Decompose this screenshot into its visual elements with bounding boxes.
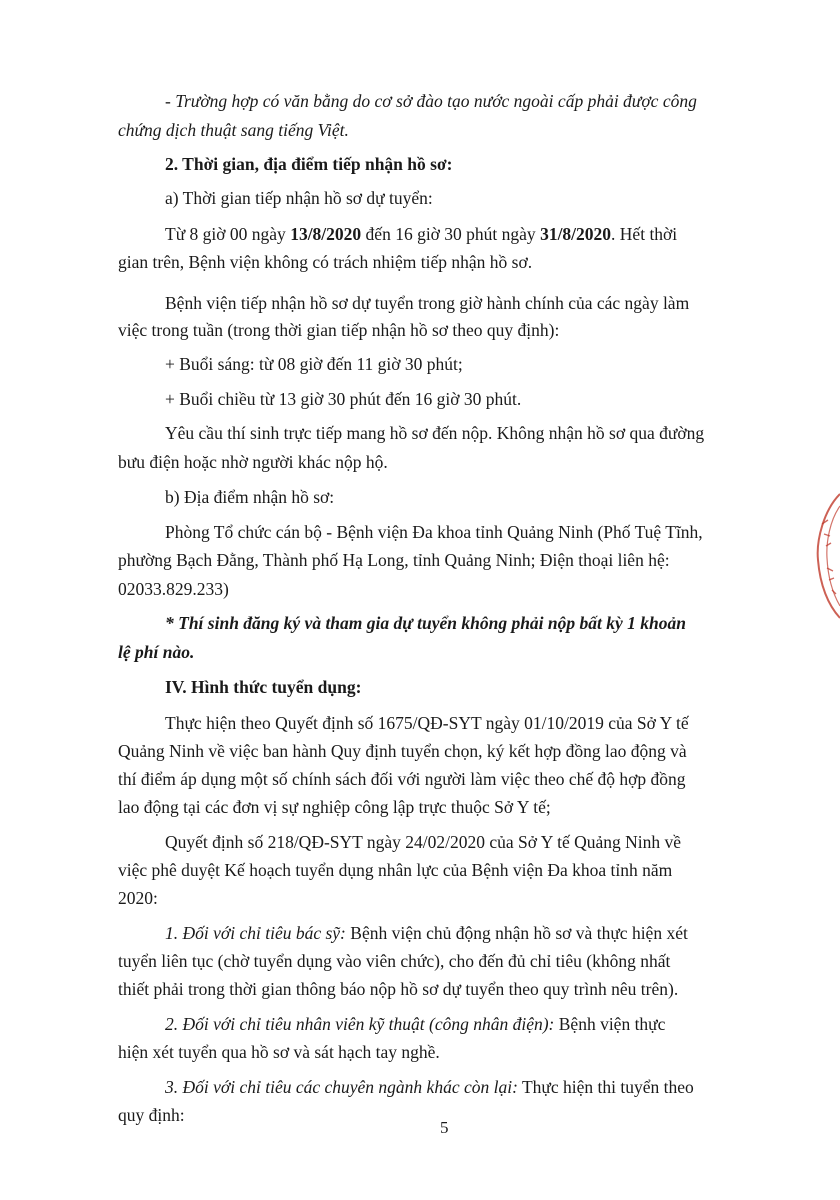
text-line: Yêu cầu thí sinh trực tiếp mang hồ sơ đến nộp. Không nhận hồ sơ qua đường [165, 423, 705, 443]
text-line: b) Địa điểm nhận hồ sơ: [165, 487, 335, 507]
note-line: * Thí sinh đăng ký và tham gia dự tuyển không phải nộp bất kỳ 1 khoản [165, 613, 686, 633]
red-seal-fragment [814, 490, 840, 620]
text-span: Từ 8 giờ 00 ngày [165, 224, 291, 244]
start-date: 13/8/2020 [290, 224, 362, 244]
item-label: 3. Đối với chỉ tiêu các chuyên ngành khác còn lại: [165, 1077, 518, 1097]
text-line: bưu điện hoặc nhờ người khác nộp hộ. [118, 452, 388, 472]
text-line: Phòng Tổ chức cán bộ - Bệnh viện Đa khoa tỉnh Quảng Ninh (Phố Tuệ Tĩnh, [165, 522, 703, 542]
text-line: - Trường hợp có văn bằng do cơ sở đào tạo nước ngoài cấp phải được công [165, 91, 697, 111]
text-line [0, 222, 840, 247]
text-line: + Buổi chiều từ 13 giờ 30 phút đến 16 giờ 30 phút. [165, 389, 522, 409]
text-line: phường Bạch Đằng, Thành phố Hạ Long, tỉnh Quảng Ninh; Điện thoại liên hệ: [118, 550, 670, 570]
text-line: Quyết định số 218/QĐ-SYT ngày 24/02/2020 của Sở Y tế Quảng Ninh về [165, 832, 682, 852]
text-line: quy định: [118, 1105, 185, 1125]
text-line: việc phê duyệt Kế hoạch tuyển dụng nhân lực của Bệnh viện Đa khoa tỉnh năm [118, 860, 673, 880]
text-span: đến 16 giờ 30 phút ngày [361, 224, 541, 244]
text-line [0, 1075, 840, 1100]
page-number: 5 [440, 1118, 449, 1137]
text-line: thiết phải trong thời gian thông báo nộp hồ sơ dự tuyển theo quy trình nêu trên). [118, 979, 679, 999]
item-label: 2. Đối với chỉ tiêu nhân viên kỹ thuật (công nhân điện): [165, 1014, 555, 1034]
text-line: Thực hiện theo Quyết định số 1675/QĐ-SYT ngày 01/10/2019 của Sở Y tế [165, 713, 689, 733]
text-line: việc trong tuần (trong thời gian tiếp nhận hồ sơ theo quy định): [118, 320, 560, 340]
text-line: tuyển liên tục (chờ tuyển dụng vào viên chức), cho đến đủ chỉ tiêu (không nhất [118, 951, 671, 971]
text-span: . Hết thời [611, 224, 678, 244]
section-heading: IV. Hình thức tuyển dụng: [165, 677, 362, 697]
text-line: + Buổi sáng: từ 08 giờ đến 11 giờ 30 phút; [165, 354, 463, 374]
text-line: gian trên, Bệnh viện không có trách nhiệm tiếp nhận hồ sơ. [118, 252, 533, 272]
text-line [0, 1012, 840, 1037]
section-heading: 2. Thời gian, địa điểm tiếp nhận hồ sơ: [165, 154, 453, 174]
text-line: a) Thời gian tiếp nhận hồ sơ dự tuyển: [165, 188, 433, 208]
text-line: lao động tại các đơn vị sự nghiệp công lập trực thuộc Sở Y tế; [118, 797, 551, 817]
note-line: lệ phí nào. [118, 642, 195, 662]
text-span: Thực hiện thi tuyển theo [517, 1077, 694, 1097]
text-line: 2020: [118, 888, 158, 908]
item-label: 1. Đối với chỉ tiêu bác sỹ: [165, 923, 346, 943]
text-span: Bệnh viện chủ động nhận hồ sơ và thực hiện xét [345, 923, 688, 943]
text-line [0, 921, 840, 946]
text-line: thí điểm áp dụng một số chính sách đối với người làm việc theo chế độ hợp đồng [118, 769, 686, 789]
text-line: 02033.829.233) [118, 579, 229, 599]
text-line: chứng dịch thuật sang tiếng Việt. [118, 120, 349, 140]
text-line: Quảng Ninh về việc ban hành Quy định tuyển chọn, ký kết hợp đồng lao động và [118, 741, 687, 761]
text-line: hiện xét tuyển qua hồ sơ và sát hạch tay nghề. [118, 1042, 440, 1062]
text-line: Bệnh viện tiếp nhận hồ sơ dự tuyển trong giờ hành chính của các ngày làm [165, 293, 690, 313]
text-span: Bệnh viện thực [554, 1014, 666, 1034]
end-date: 31/8/2020 [540, 224, 612, 244]
